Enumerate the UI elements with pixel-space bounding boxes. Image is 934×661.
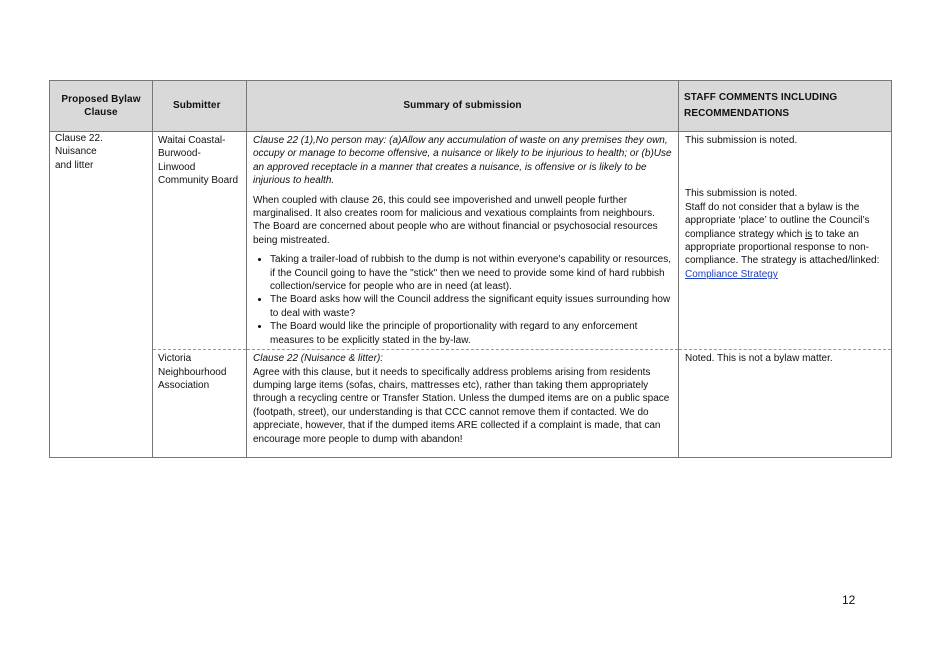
- header-proposed-bylaw-clause: [50, 81, 153, 132]
- submitter-line: Burwood-: [158, 148, 201, 160]
- list-item: • The Board would like the principle of proportionality with regard to any enforcement measures to be explicitly stated in the by-law.: [270, 320, 672, 347]
- submitter-line: Victoria: [158, 353, 192, 365]
- staff-text-before: Staff do not consider that a bylaw is the appropriate ‘place’ to outline the Council’s compliance strategy which: [685, 201, 870, 240]
- header-staff-line2: RECOMMENDATIONS: [684, 108, 790, 119]
- header-staff-line1: STAFF COMMENTS INCLUDING: [684, 92, 838, 103]
- staff-comment-text: Noted. This is not a bylaw matter.: [685, 353, 833, 365]
- submitter-cell: [153, 132, 247, 350]
- header-summary: Summary of submission: [247, 81, 679, 132]
- clause-name-line1: Clause 22. Nuisance: [55, 133, 103, 158]
- list-item: • Taking a trailer-load of rubbish to the dump is not within everyone's capability or resources, if the Council going to have the "stick" then we need to provide some kind of hard rubbish collection/service for people who are in need (at least).: [270, 253, 672, 293]
- submitter-line: Community Board: [158, 175, 239, 187]
- header-staff-comments: [679, 81, 892, 132]
- submitter-line: Neighbourhood: [158, 366, 227, 378]
- staff-comment-text: [685, 201, 885, 281]
- table-row: [50, 350, 892, 458]
- submissions-table: [49, 80, 892, 458]
- staff-noted-text-2: This submission is noted.: [685, 188, 798, 200]
- header-clause-line2: Clause: [84, 107, 118, 118]
- submitter-cell: [153, 350, 247, 458]
- staff-text-underlined: is: [805, 228, 813, 240]
- summary-paragraph: When coupled with clause 26, this could see impoverished and unwell people further marginalised. It also creates room for malicious and vexatious complaints from neighbours. The Board are concerned about people who are without financial or psychosocial resources being mistreated.: [253, 194, 658, 246]
- submitter-line: Linwood: [158, 161, 196, 173]
- compliance-strategy-link[interactable]: Compliance Strategy: [685, 268, 778, 280]
- header-submitter: Submitter: [153, 81, 247, 132]
- summary-cell: [247, 350, 679, 458]
- summary-bullet-list: [253, 253, 672, 347]
- staff-noted-text: This submission is noted.: [685, 135, 798, 146]
- summary-paragraph: Agree with this clause, but it needs to specifically address problems arising from residents dumping large items (sofas, chairs, mattresses etc), rather than taking them appropriately through a recycling centre or Transfer Station. Unless the dumped items are on a public space (footpath, street), our understanding is that CCC cannot remove them if contacted. We do appreciate, however, that if the dumped items ARE collected if a complaint is made, that can encourage more people to dump with abandon!: [253, 366, 670, 445]
- staff-comment-cell: [679, 350, 892, 458]
- submitter-line: Waitai Coastal-: [158, 135, 226, 146]
- table-row: [50, 132, 892, 350]
- summary-quote: Clause 22 (1),No person may: (a)Allow any accumulation of waste on any premises they own, occupy or manage to become offensive, a nuisance or likely to be injurious to health; or (b)Use an approved receptacle in a manner that creates a nuisance, is offensive or is likely to be injurious to health.: [253, 135, 672, 187]
- list-item: • The Board asks how will the Council address the significant equity issues surrounding how to deal with waste?: [270, 293, 672, 320]
- staff-comment-cell: [679, 132, 892, 350]
- staff-text-after: to take an appropriate proportional response to non-compliance. The strategy is attached/linked:: [685, 228, 880, 267]
- header-row: [50, 81, 892, 132]
- clause-name-line2: and litter: [55, 159, 94, 171]
- header-clause-line1: Proposed Bylaw: [61, 93, 141, 105]
- clause-cell: [50, 132, 153, 458]
- submitter-line: Association: [158, 379, 210, 391]
- summary-quote: Clause 22 (Nuisance & litter):: [253, 353, 384, 365]
- page-number: 12: [842, 593, 856, 607]
- summary-cell: [247, 132, 679, 350]
